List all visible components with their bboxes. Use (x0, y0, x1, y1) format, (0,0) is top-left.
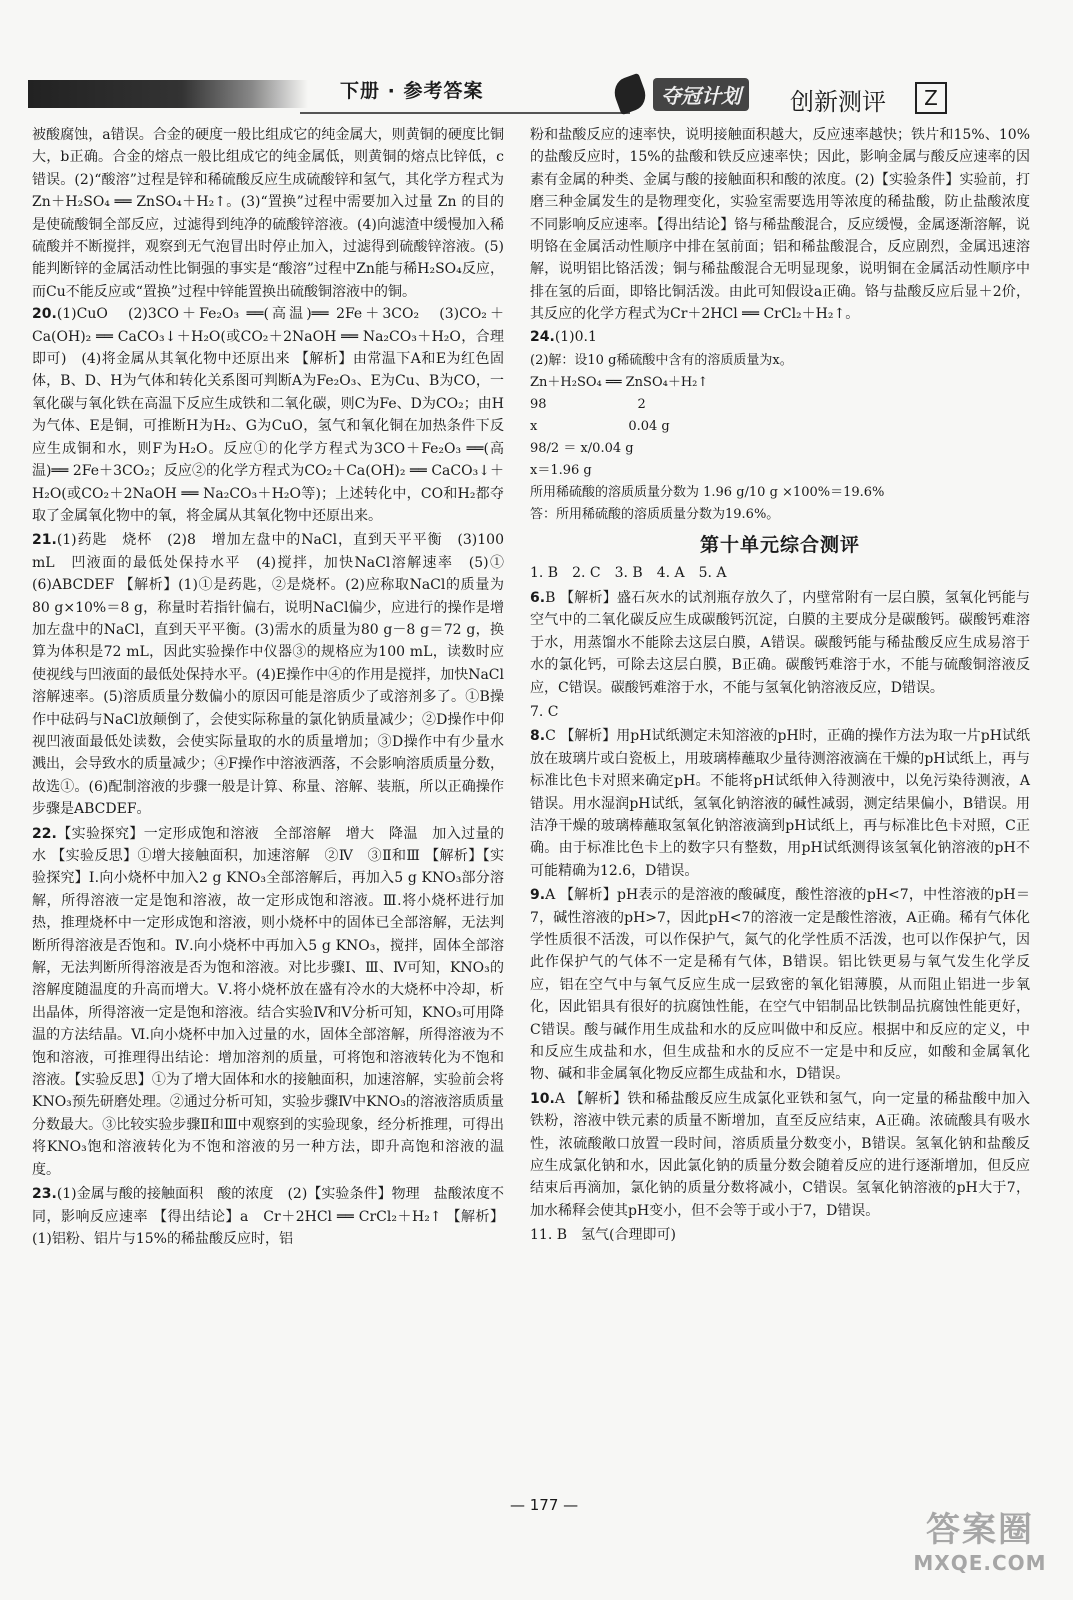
q24-masses: 98 2 (530, 397, 646, 413)
logo-text: 夺冠计划 (653, 78, 749, 111)
answer-23 (32, 1183, 504, 1250)
q6-number: 6. (530, 589, 546, 606)
q10-number: 10. (530, 1090, 555, 1107)
q8-text: C 【解析】用pH试纸测定未知溶液的pH时，正确的操作方法为取一片pH试纸放在玻璃片或白瓷板上，用玻璃棒蘸取少量待测溶液滴在干燥的pH试纸上，再与标准比色卡对照来确定pH。不能将pH试纸伸入待测液中，以免污染待测液，A错误。用水湿润pH试纸，氢氧化钠溶液的碱性减弱，测定结果偏小，B错误。用洁净干燥的玻璃棒蘸取氢氧化钠溶液滴到pH试纸上，再与标准比色卡对照，C正确。由于标准比色卡上的数字只有整数，用pH试纸测得该氢氧化钠溶液的pH不可能精确为12.6，D错误。 (530, 728, 1030, 879)
q24-ratio: 98/2 ＝ x/0.04 g (530, 441, 634, 457)
q24-part2: (2)解：设10 g稀硫酸中含有的溶质质量为x。 (530, 353, 793, 369)
q24-answer: 答：所用稀硫酸的溶质质量分数为19.6%。 (530, 507, 780, 523)
watermark-text: 答案圈 (926, 1510, 1034, 1550)
right-column (530, 124, 1030, 1249)
answer-22 (32, 823, 504, 1182)
q24-unknowns: x 0.04 g (530, 419, 670, 435)
logo-bird-icon (610, 73, 650, 115)
answer-7: 7. C (530, 703, 559, 720)
q21-number: 21. (32, 532, 57, 549)
q22-text: 【实验探究】一定形成饱和溶液 全部溶解 增大 降温 加入过量的水 【实验反思】①增大接触面积，加速溶解 ②Ⅳ ③Ⅱ和Ⅲ 【解析】【实验探究】Ⅰ.向小烧杯中加入2 g KNO₃全部溶解后，再加入5 g KNO₃部分溶解，所得溶液一定是饱和溶液，故一定形成饱和溶液。Ⅲ.将小烧杯进行加热，推理烧杯中一定形成饱和溶液，则小烧杯中的固体已全部溶解，无法判断所得溶液是否饱和。Ⅳ.向小烧杯中再加入5 g KNO₃，搅拌，固体全部溶解，无法判断所得溶液是否为饱和溶液。对比步骤Ⅰ、Ⅲ、Ⅳ可知，KNO₃的溶解度随温度的升高而增大。Ⅴ.将小烧杯放在盛有冷水的大烧杯中冷却，析出晶体，所得溶液一定是饱和溶液。结合实验Ⅳ和Ⅴ分析可知，KNO₃可用降温的方法结晶。Ⅵ.向小烧杯中加入过量的水，固体全部溶解，所得溶液为不饱和溶液，可推理得出结论：增加溶剂的质量，可将饱和溶液转化为不饱和溶液。【实验反思】①为了增大固体和水的接触面积，加速溶解，实验前会将KNO₃预先研磨处理。②通过分析可知，实验步骤Ⅳ中KNO₃的溶液溶质质量分数最大。③比较实验步骤Ⅱ和Ⅲ中观察到的实验现象，经分析推理，可得出将KNO₃饱和溶液转化为不饱和溶液的另一种方法，即升高饱和溶液的温度。 (32, 825, 504, 1178)
q20-text: (1)CuO (2)3CO＋Fe₂O₃ ══(高温)══ 2Fe＋3CO₂ (3)CO₂＋Ca(OH)₂ ══ CaCO₃↓＋H₂O(或CO₂＋2NaOH ══ Na₂CO₃＋H₂O，合理即可) (4)将金属从其氧化物中还原出来 【解析】由常温下A和E为红色固体，B、D、H为气体和转化关系图可判断A为Fe₂O₃、E为Cu、B为CO，一氧化碳与氧化铁在高温下反应生成铁和二氧化碳，则C为Fe、D为CO₂；由H为气体、E是铜，可推断H为H₂、G为CuO，氢气和氧化铜在加热条件下反应生成铜和水，则F为H₂O。反应①的化学方程式为3CO＋Fe₂O₃ ══(高温)══ 2Fe＋3CO₂；反应②的化学方程式为CO₂＋Ca(OH)₂ ══ CaCO₃↓＋H₂O(或CO₂＋2NaOH ══ Na₂CO₃＋H₂O等)；上述转化中，CO和H₂都夺取了金属氧化物中的氧，将金属从其氧化物中还原出来。 (32, 306, 504, 524)
answer-10 (530, 1088, 1030, 1222)
answer-9 (530, 884, 1030, 1086)
answer-20 (32, 303, 504, 527)
brand-name: 创新测评 (790, 88, 886, 116)
watermark-url: MXQE.COM (913, 1551, 1047, 1575)
section-title: 第十单元综合测评 (699, 534, 860, 557)
answer-6 (530, 587, 1030, 699)
q19-continuation: 被酸腐蚀，a错误。合金的硬度一般比组成它的纯金属大，则黄铜的硬度比铜大，b正确。合金的熔点一般比组成它的纯金属低，则黄铜的熔点比锌低，c错误。(2)“酸溶”过程是锌和稀硫酸反应生成硫酸锌和氢气，其化学方程式为 Zn＋H₂SO₄ ══ ZnSO₄＋H₂↑。(3)“置换”过程中需要加入过量 Zn 的目的是使硫酸铜全部反应，过滤得到纯净的硫酸锌溶液。(4)向滤渣中缓慢加入稀硫酸并不断搅拌，观察到无气泡冒出时停止加入，过滤得到硫酸锌溶液。(5)能判断锌的金属活动性比铜强的事实是“酸溶”过程中Zn能与稀H₂SO₄反应，而Cu不能反应或“置换”过程中锌能置换出硫酸铜溶液中的铜。 (32, 127, 504, 300)
answer-11: 11. B 氢气(合理即可) (530, 1227, 676, 1244)
q6-text: B 【解析】盛石灰水的试剂瓶存放久了，内壁常附有一层白膜，氢氧化钙能与空气中的二氧化碳反应生成碳酸钙沉淀，白膜的主要成分是碳酸钙。碳酸钙难溶于水，用蒸馏水不能除去这层白膜，A错误。碳酸钙能与稀盐酸反应生成易溶于水的氯化钙，可除去这层白膜，B正确。碳酸钙难溶于水，不能与硫酸铜溶液反应，C错误。碳酸钙难溶于水，不能与氢氧化钠溶液反应，D错误。 (530, 589, 1030, 696)
answer-21 (32, 529, 518, 820)
page-number: — 177 — (510, 1496, 579, 1514)
answers-1-5: 1. B 2. C 3. B 4. A 5. A (530, 565, 727, 582)
q9-number: 9. (530, 887, 546, 904)
edition-badge: Z (915, 82, 947, 114)
q24-equation: Zn＋H₂SO₄ ══ ZnSO₄＋H₂↑ (530, 375, 709, 391)
logo (615, 70, 755, 118)
header-title: 下册 · 参考答案 (340, 80, 484, 102)
q20-number: 20. (32, 306, 57, 323)
q21-text: (1)药匙 烧杯 (2)8 增加左盘中的NaCl，直到天平平衡 (3)100 mL 凹液面的最低处保持水平 (4)搅拌，加快NaCl溶解速率 (5)① (6)ABCDEF 【解析】(1)①是药匙，②是烧杯。(2)应称取NaCl的质量为80 g×10%＝8 g，称量时若指针偏右，说明NaCl偏少，应进行的操作是增加左盘中的NaCl，直到天平平衡。(3)需水的质量为80 g－8 g＝72 g，换算为体积是72 mL，因此实验操作中仪器③的规格应为100 mL，读数时应使视线与凹液面的最低处保持水平。(4)E操作中④的作用是搅拌，加快NaCl溶解速率。(5)溶质质量分数偏小的原因可能是溶质少了或溶剂多了。①B操作中砝码与NaCl放颠倒了，会使实际称量的氯化钠质量减少；②D操作中仰视凹液面最低处读数，会使实际量取的水的质量增加；③D操作中有少量水溅出，会导致水的质量减少；④F操作中溶液洒落，不会影响溶质质量分数，故选①。(6)配制溶液的步骤一般是计算、称量、溶解、装瓶，所以正确操作步骤是ABCDEF。 (32, 532, 518, 818)
q24-solution-x: x＝1.96 g (530, 463, 592, 479)
q24-number: 24. (530, 328, 555, 345)
left-column (32, 124, 518, 1252)
q10-text: A 【解析】铁和稀盐酸反应生成氯化亚铁和氢气，向一定量的稀盐酸中加入铁粉，溶液中铁元素的质量不断增加，直至反应结束，A正确。浓硫酸具有吸水性，浓硫酸敞口放置一段时间，溶质质量分数变小，B错误。氢氧化钠和盐酸反应生成氯化钠和水，因此氯化钠的质量分数会随着反应的进行逐渐增加，但反应结束后再滴加，氯化钠的质量分数将减小，C错误。氢氧化钠溶液的pH大于7，加水稀释会使其pH变小，但不会等于或小于7，D错误。 (530, 1090, 1030, 1219)
answer-8 (530, 725, 1030, 882)
q23-number: 23. (32, 1186, 57, 1203)
header-rule (300, 112, 630, 114)
header-decor-bar (28, 80, 308, 108)
q23-continuation: 粉和盐酸反应的速率快，说明接触面积越大，反应速率越快；铁片和15%、10%的盐酸反应时，15%的盐酸和铁反应速率快；因此，影响金属与酸反应速率的因素有金属的种类、金属与酸的接触面积和酸的浓度。(2)【实验条件】实验前，打磨三种金属发生的是物理变化，实验室需要选用等浓度的稀盐酸，防止盐酸浓度不同影响反应速率。【得出结论】铬与稀盐酸混合，反应缓慢，金属逐渐溶解，说明铬在金属活动性顺序中排在氢前面；铝和稀盐酸混合，反应剧烈，金属迅速溶解，说明铝比铬活泼；铜与稀盐酸混合无明显现象，说明铜在金属活动性顺序中排在氢的后面，即铬比铜活泼。由此可知假设a正确。铬与盐酸反应后显＋2价，其反应的化学方程式为Cr＋2HCl ══ CrCl₂＋H₂↑。 (530, 127, 1030, 323)
q9-text: A 【解析】pH表示的是溶液的酸碱度，酸性溶液的pH<7，中性溶液的pH＝7，碱性溶液的pH>7，因此pH<7的溶液一定是酸性溶液，A正确。稀有气体化学性质很不活泼，可以作保护气，氮气的化学性质不活泼，也可以作保护气，因此作保护气的气体不一定是稀有气体，B错误。铝比铁更易与氧气发生化学反应，铝在空气中与氧气反应生成一层致密的氧化铝薄膜，从而阻止铝进一步氧化，因此铝具有很好的抗腐蚀性能，在空气中铝制品比铁制品抗腐蚀性能更好，C错误。酸与碱作用生成盐和水的反应叫做中和反应。根据中和反应的定义，中和反应生成盐和水，但生成盐和水的反应不一定是中和反应，如酸和金属氧化物、碱和非金属氧化物反应都生成盐和水，D错误。 (530, 887, 1030, 1083)
q22-number: 22. (32, 825, 57, 842)
answer-24 (530, 326, 1030, 348)
watermark (905, 1510, 1055, 1582)
q23-text: (1)金属与酸的接触面积 酸的浓度 (2)【实验条件】物理 盐酸浓度不同，影响反应速率 【得出结论】a Cr＋2HCl ══ CrCl₂＋H₂↑ 【解析】(1)铝粉、铝片与15%的稀盐酸反应时，铝 (32, 1186, 504, 1247)
q24-part1: (1)0.1 (554, 328, 597, 345)
q8-number: 8. (530, 728, 546, 745)
q24-fraction: 所用稀硫酸的溶质质量分数为 1.96 g/10 g ×100%＝19.6% (530, 485, 885, 501)
